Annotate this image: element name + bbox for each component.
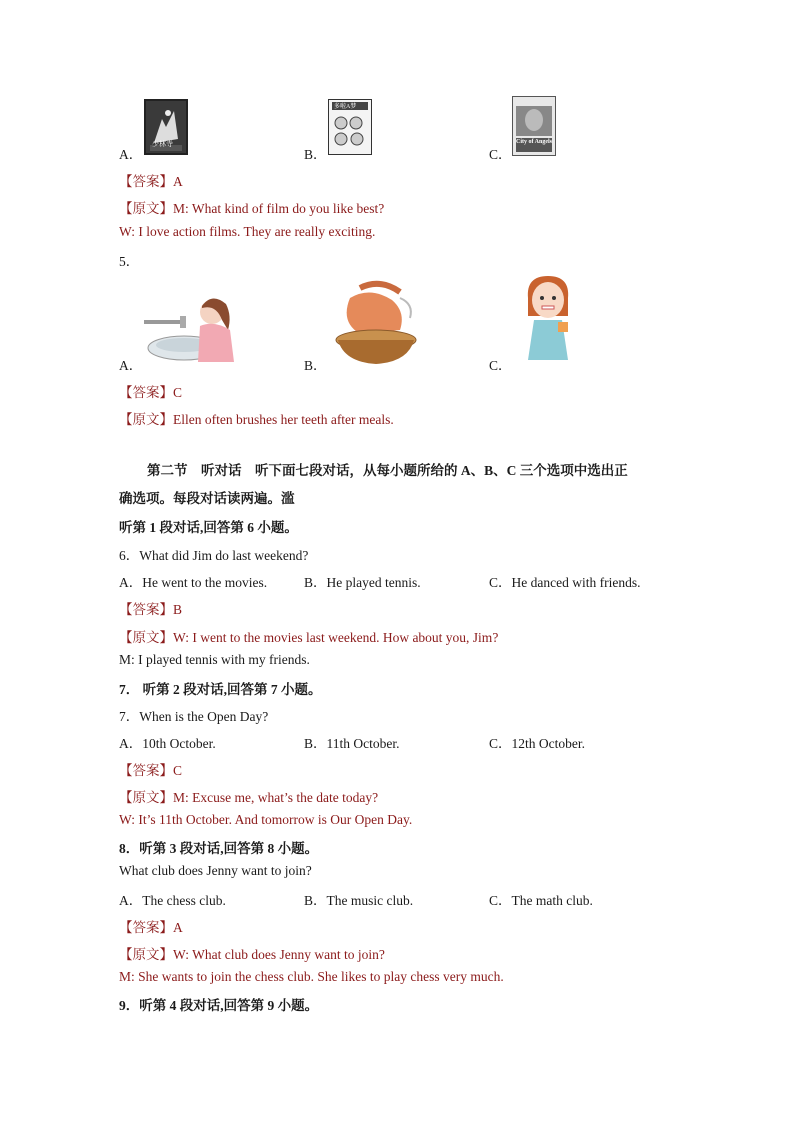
q8-answer: 【答案】A <box>119 920 183 935</box>
q6-option-b: B．He played tennis. <box>304 575 421 590</box>
q5-answer: 【答案】C <box>119 385 183 400</box>
q5-script-line1: 【原文】Ellen often brushes her teeth after meals. <box>119 412 394 427</box>
q7-option-b: B．11th October. <box>304 736 400 751</box>
q7-question: 7．When is the Open Day? <box>119 709 269 724</box>
q6-question: 6．What did Jim do last weekend? <box>119 548 309 563</box>
girl-washing-hands-image <box>142 290 240 366</box>
section2-heading-line2: 确选项。每段对话读两遍。滥 <box>119 491 295 506</box>
q6-option-c: C．He danced with friends. <box>489 575 641 590</box>
q7-answer: 【答案】C <box>119 763 183 778</box>
q7-option-a: A．10th October. <box>119 736 216 751</box>
q6-answer: 【答案】B <box>119 602 183 617</box>
q5-number: 5． <box>119 254 140 269</box>
q6-script-line1: 【原文】W: I went to the movies last weekend. How about you, Jim? <box>119 630 499 645</box>
q8-question: What club does Jenny want to join? <box>119 863 312 878</box>
q4-script-line2: W: I love action films. They are really exciting. <box>119 224 376 239</box>
q8-script-line2: M: She wants to join the chess club. She likes to play chess very much. <box>119 969 504 984</box>
q7-intro: 7． 听第 2 段对话,回答第 7 小题。 <box>119 682 322 697</box>
q7-script-line1: 【原文】M: Excuse me, what’s the date today? <box>119 790 379 805</box>
q8-option-a: A．The chess club. <box>119 893 226 908</box>
q6-option-a: A．He went to the movies. <box>119 575 268 590</box>
q8-script-line1: 【原文】W: What club does Jenny want to join? <box>119 947 385 962</box>
q5-option-c-label: C． <box>489 358 512 373</box>
poster-shaolin-temple-image <box>144 99 188 155</box>
poster-caption: City of Angels <box>516 139 552 145</box>
q5-option-b-label: B． <box>304 358 327 373</box>
q6-script-line2: M: I played tennis with my friends. <box>119 652 310 667</box>
q4-option-b-label: B． <box>304 147 327 162</box>
q4-answer: 【答案】A <box>119 174 183 189</box>
q8-option-c: C．The math club. <box>489 893 593 908</box>
q4-option-c-label: C． <box>489 147 512 162</box>
girl-brushing-teeth-image <box>520 272 576 366</box>
washing-feet-basin-image <box>330 278 420 368</box>
q8-intro: 8．听第 3 段对话,回答第 8 小题。 <box>119 841 319 856</box>
poster-doraemon-image <box>328 99 372 155</box>
q6-intro: 听第 1 段对话,回答第 6 小题。 <box>119 520 298 535</box>
section2-heading-line1: 第二节 听对话 听下面七段对话，从每小题所给的 A、B、C 三个选项中选出正 <box>147 463 628 478</box>
poster-caption: 多啦A梦 <box>334 104 357 110</box>
q7-option-c: C．12th October. <box>489 736 585 751</box>
q9-intro: 9．听第 4 段对话,回答第 9 小题。 <box>119 998 319 1013</box>
q7-script-line2: W: It’s 11th October. And tomorrow is Our Open Day. <box>119 812 413 827</box>
q4-option-a-label: A． <box>119 147 143 162</box>
q4-script-line1: 【原文】M: What kind of film do you like best? <box>119 201 385 216</box>
q8-option-b: B．The music club. <box>304 893 414 908</box>
q5-option-a-label: A． <box>119 358 143 373</box>
poster-caption: 少林寺 <box>152 140 173 148</box>
poster-city-of-angels-image <box>512 96 556 156</box>
